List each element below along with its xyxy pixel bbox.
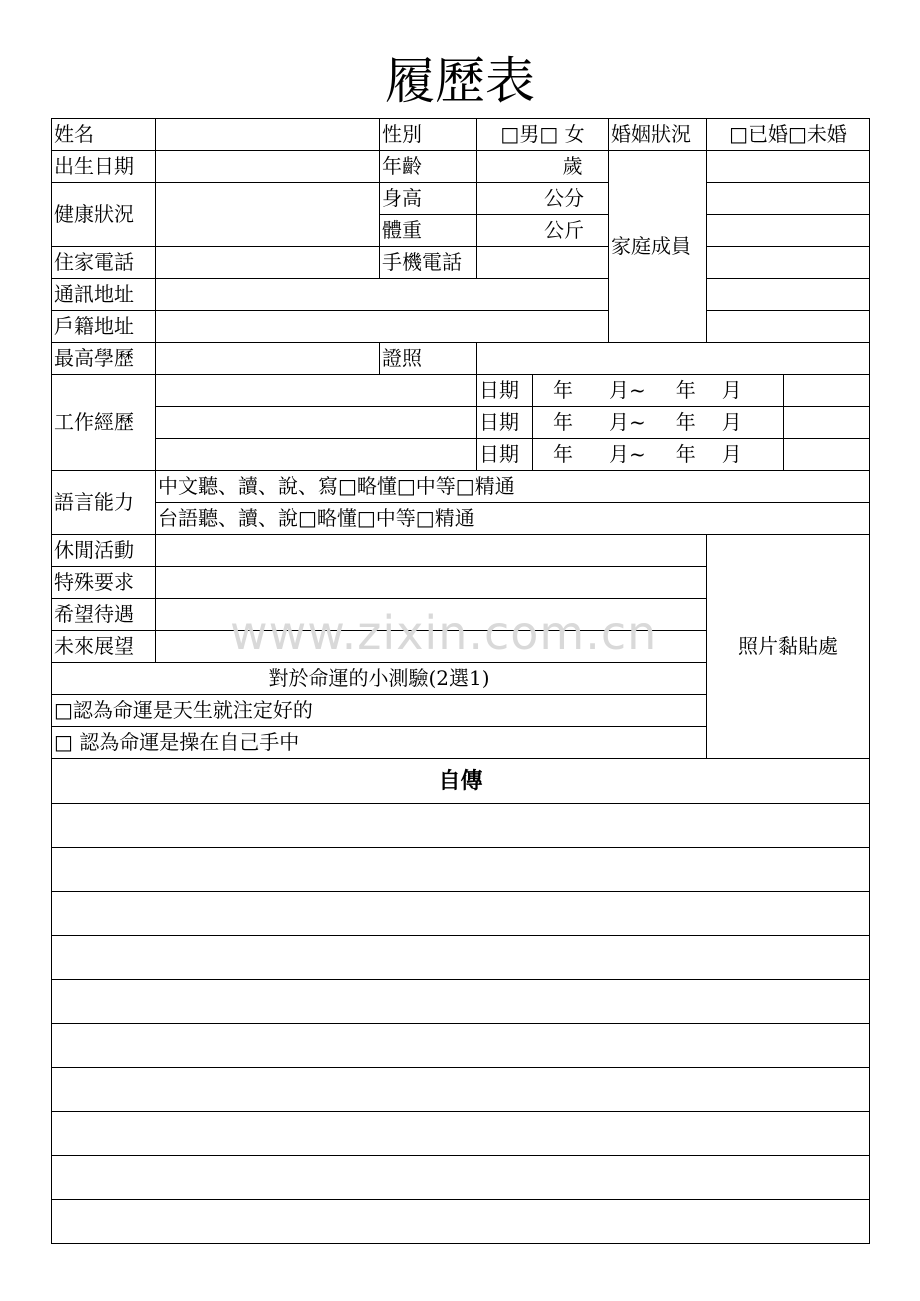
salary-field[interactable]	[156, 599, 707, 631]
autobiography-line-4[interactable]	[52, 936, 870, 980]
work-field-1[interactable]	[156, 375, 477, 407]
work-label: 工作經歷	[52, 375, 156, 471]
registered-address-label: 戶籍地址	[52, 311, 156, 343]
language-label: 語言能力	[52, 471, 156, 535]
family-field-5[interactable]	[707, 279, 870, 311]
autobiography-line-9[interactable]	[52, 1156, 870, 1200]
quiz-option-2[interactable]: □ 認為命運是操在自己手中	[52, 727, 707, 759]
marital-checkboxes[interactable]: □已婚□未婚	[707, 119, 870, 151]
weight-unit: 公斤	[544, 218, 584, 242]
home-phone-field[interactable]	[156, 247, 380, 279]
name-label: 姓名	[52, 119, 156, 151]
work-year-from-3: 年	[553, 442, 573, 466]
work-period-2[interactable]	[533, 407, 784, 439]
work-date-label-1: 日期	[477, 375, 533, 407]
work-field-3[interactable]	[156, 439, 477, 471]
mail-address-label: 通訊地址	[52, 279, 156, 311]
quiz-title: 對於命運的小測驗(2選1)	[52, 663, 707, 695]
work-year-to-2: 年	[675, 410, 696, 434]
education-label: 最高學歷	[52, 343, 156, 375]
work-period-3[interactable]	[533, 439, 784, 471]
autobiography-line-3[interactable]	[52, 892, 870, 936]
license-label: 證照	[380, 343, 477, 375]
family-field-4[interactable]	[707, 247, 870, 279]
work-extra-3[interactable]	[784, 439, 870, 471]
age-unit: 歲	[562, 154, 583, 178]
family-field-6[interactable]	[707, 311, 870, 343]
birth-label: 出生日期	[52, 151, 156, 183]
page-title: 履歷表	[385, 52, 535, 110]
future-label: 未來展望	[52, 631, 156, 663]
work-year-from-2: 年	[553, 410, 573, 434]
future-field[interactable]	[156, 631, 707, 663]
age-field[interactable]	[477, 151, 609, 183]
health-label: 健康狀況	[52, 183, 156, 247]
gender-checkboxes[interactable]: □男□ 女	[477, 119, 609, 151]
work-month-from-1: 月~	[609, 378, 646, 402]
work-month-to-2: 月	[721, 410, 742, 434]
family-field-1[interactable]	[707, 151, 870, 183]
autobiography-heading: 自傳	[52, 759, 870, 804]
mandarin-checkboxes[interactable]: 中文聽、讀、說、寫□略懂□中等□精通	[156, 471, 870, 503]
work-month-from-3: 月~	[609, 442, 646, 466]
name-field[interactable]	[156, 119, 380, 151]
autobiography-line-6[interactable]	[52, 1024, 870, 1068]
resume-form	[51, 118, 870, 1244]
license-field[interactable]	[477, 343, 870, 375]
weight-label: 體重	[380, 215, 477, 247]
work-field-2[interactable]	[156, 407, 477, 439]
gender-label: 性別	[380, 119, 477, 151]
autobiography-line-2[interactable]	[52, 848, 870, 892]
home-phone-label: 住家電話	[52, 247, 156, 279]
birth-field[interactable]	[156, 151, 380, 183]
work-month-from-2: 月~	[609, 410, 646, 434]
work-date-label-2: 日期	[477, 407, 533, 439]
leisure-label: 休閒活動	[52, 535, 156, 567]
autobiography-line-7[interactable]	[52, 1068, 870, 1112]
health-field[interactable]	[156, 183, 380, 247]
registered-address-field[interactable]	[156, 311, 609, 343]
mobile-phone-label: 手機電話	[380, 247, 477, 279]
education-field[interactable]	[156, 343, 380, 375]
age-label: 年齡	[380, 151, 477, 183]
work-month-to-3: 月	[721, 442, 742, 466]
work-year-from-1: 年	[553, 378, 573, 402]
work-period-1[interactable]	[533, 375, 784, 407]
quiz-option-1[interactable]: □認為命運是天生就注定好的	[52, 695, 707, 727]
autobiography-line-10[interactable]	[52, 1200, 870, 1244]
autobiography-line-1[interactable]	[52, 804, 870, 848]
autobiography-line-8[interactable]	[52, 1112, 870, 1156]
work-year-to-3: 年	[675, 442, 696, 466]
watermark: www.zixin.com.cn	[230, 606, 658, 660]
work-year-to-1: 年	[675, 378, 696, 402]
height-field[interactable]	[477, 183, 609, 215]
special-label: 特殊要求	[52, 567, 156, 599]
photo-area[interactable]: 照片黏貼處	[707, 535, 870, 759]
special-field[interactable]	[156, 567, 707, 599]
family-label: 家庭成員	[609, 151, 707, 343]
work-month-to-1: 月	[721, 378, 742, 402]
mail-address-field[interactable]	[156, 279, 609, 311]
work-extra-1[interactable]	[784, 375, 870, 407]
height-label: 身高	[380, 183, 477, 215]
taiwanese-checkboxes[interactable]: 台語聽、讀、說□略懂□中等□精通	[156, 503, 870, 535]
work-date-label-3: 日期	[477, 439, 533, 471]
leisure-field[interactable]	[156, 535, 707, 567]
salary-label: 希望待遇	[52, 599, 156, 631]
work-extra-2[interactable]	[784, 407, 870, 439]
autobiography-line-5[interactable]	[52, 980, 870, 1024]
marital-label: 婚姻狀況	[609, 119, 707, 151]
height-unit: 公分	[544, 186, 584, 210]
family-field-3[interactable]	[707, 215, 870, 247]
weight-field[interactable]	[477, 215, 609, 247]
mobile-phone-field[interactable]	[477, 247, 609, 279]
family-field-2[interactable]	[707, 183, 870, 215]
